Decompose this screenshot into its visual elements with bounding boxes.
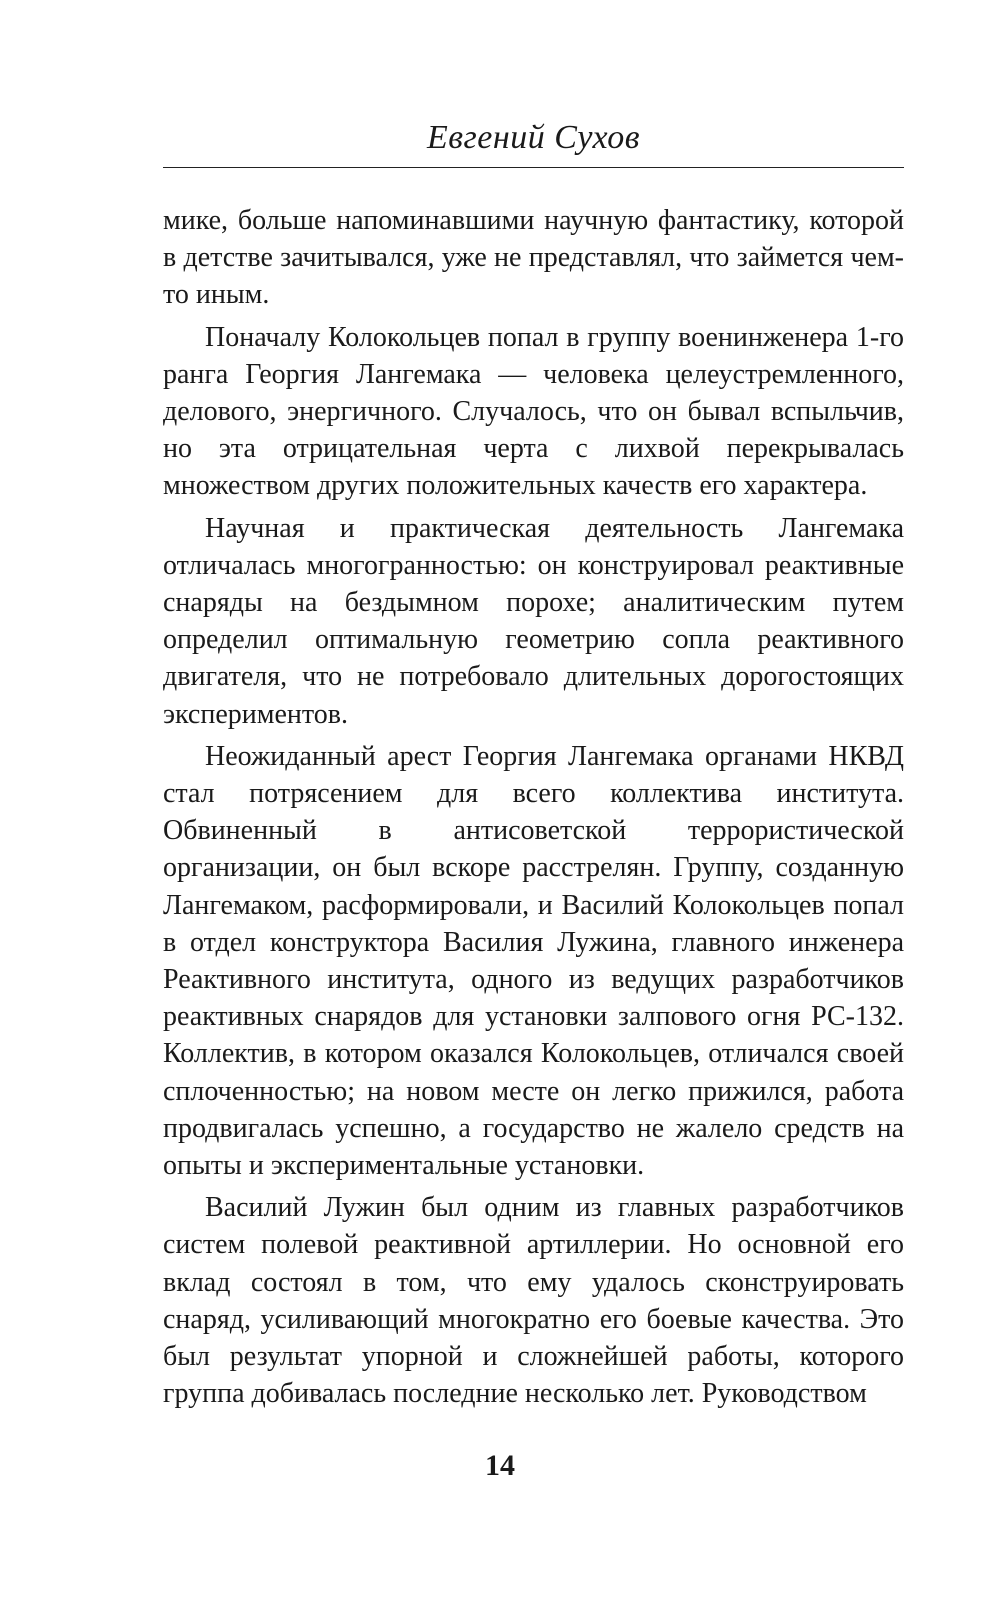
paragraph: Василий Лужин был одним из главных разработчиков систем полевой реактивной артиллерии. Но основной его вклад состоял в том, что ему удалось сконструировать снаряд, усиливающий многократно его боевые качества. Это был результат упорной и сложнейшей работы, которого группа добивалась последние несколько лет. Руководством: [163, 1192, 904, 1410]
paragraph: Научная и практическая деятельность Лангемака отличалась многогранностью: он конструировал реактивные снаряды на бездымном порохе; аналитическим путем определил оптимальную геометрию сопла реактивного двигателя, что не потребовало длительных дорогостоящих экспериментов.: [163, 512, 904, 730]
header-rule: [163, 167, 904, 168]
paragraph: Поначалу Колокольцев попал в группу военинженера 1-го ранга Георгия Лангемака — человека целеустремленного, делового, энергичного. Случалось, что он бывал вспыльчив, но эта отрицательная черта с лихвой перекрывалась множеством других положительных качеств его характера.: [163, 321, 904, 502]
paragraph-continued: мике, больше напоминавшими научную фантастику, которой в детстве зачитывался, уже не представлял, что займется чем-то иным.: [163, 205, 904, 311]
running-header-author: Евгений Сухов: [426, 119, 641, 156]
paragraph: Неожиданный арест Георгия Лангемака органами НКВД стал потрясением для всего коллектива института. Обвиненный в антисоветской террористической организации, он был вскоре расстрелян. Группу, созданную Лангемаком, расформировали, и Василий Колокольцев попал в отдел конструктора Василия Лужина, главного инженера Реактивного института, одного из ведущих разработчиков реактивных снарядов для установки залпового огня РС-132. Коллектив, в котором оказался Колокольцев, отличался своей сплоченностью; на новом месте он легко прижился, работа продвигалась успешно, а государство не жалело средств на опыты и экспериментальные установки.: [163, 740, 904, 1182]
body-text: [163, 202, 904, 1418]
page-number: 14: [485, 1449, 515, 1482]
